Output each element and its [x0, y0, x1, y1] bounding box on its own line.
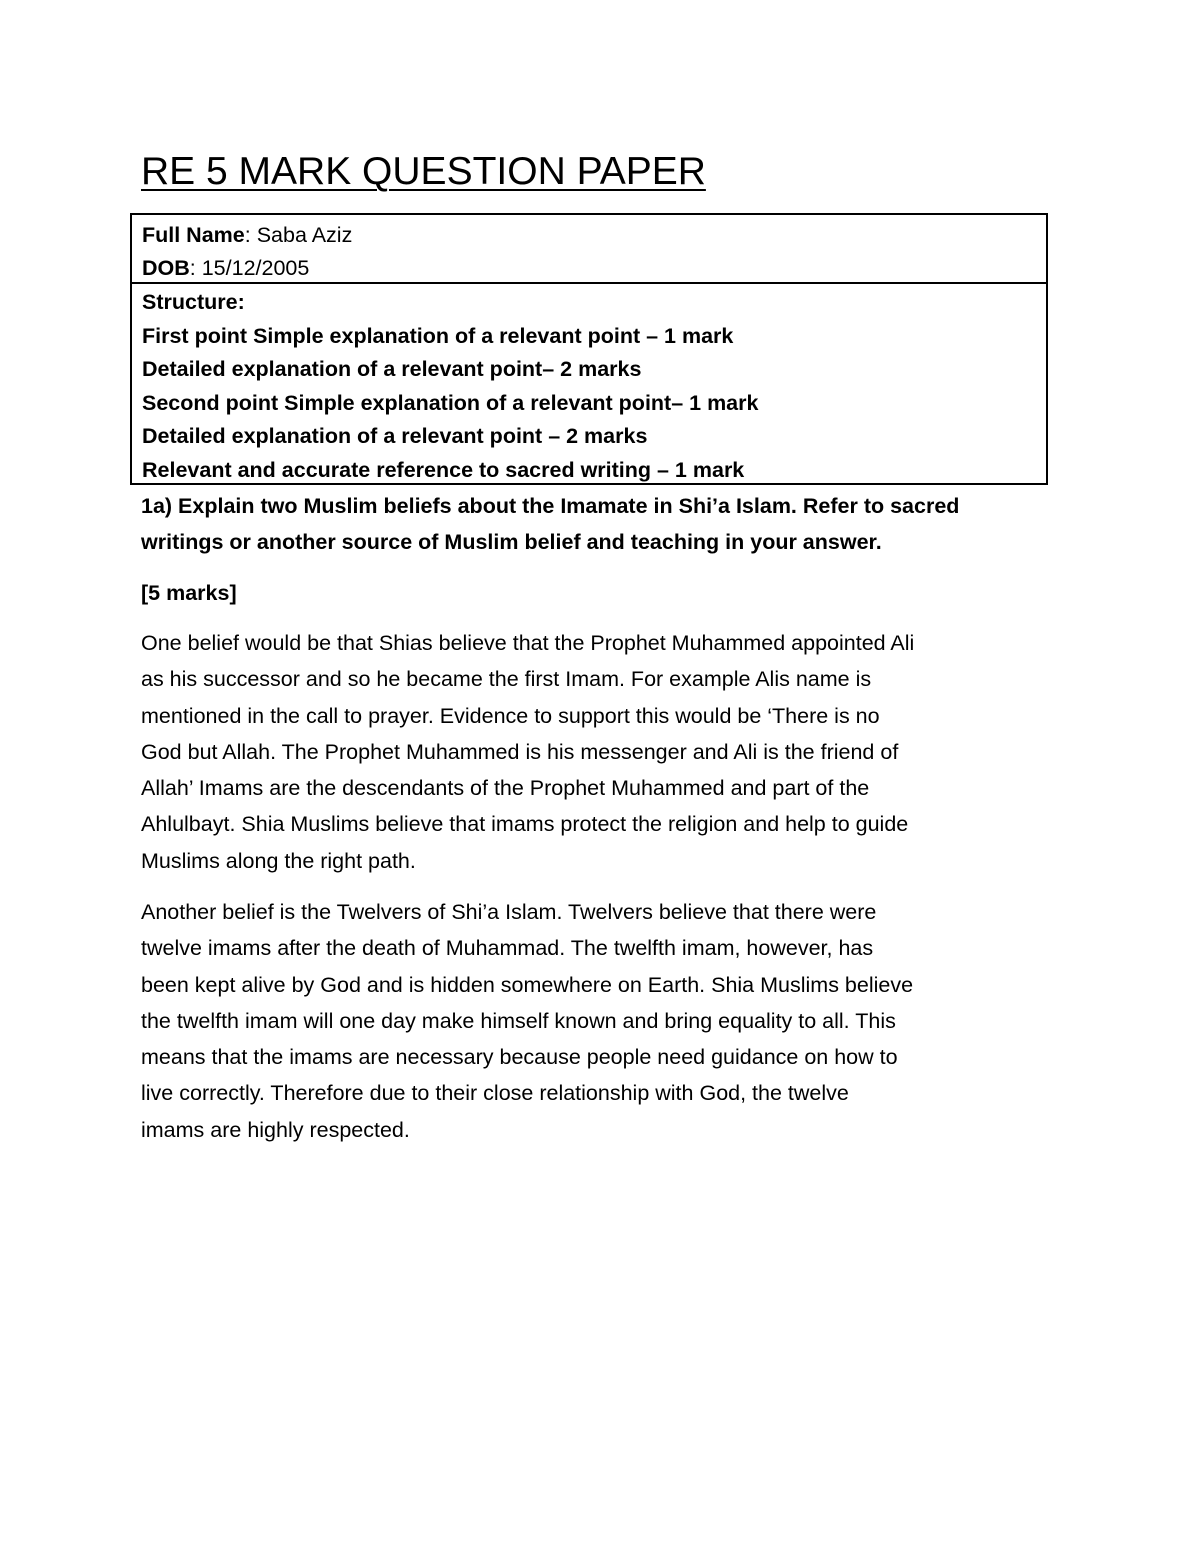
answer-line: imams are highly respected. — [141, 1117, 410, 1142]
answer-line: live correctly. Therefore due to their close relationship with God, the twelve — [141, 1081, 849, 1106]
info-box — [130, 213, 1048, 485]
structure-line: First point Simple explanation of a relevant point – 1 mark — [142, 323, 734, 348]
answer-paragraph-1 — [141, 625, 1081, 879]
answer-line: mentioned in the call to prayer. Evidence to support this would be ‘There is no — [141, 703, 880, 728]
structure-heading: Structure: — [142, 290, 245, 314]
answer-line: been kept alive by God and is hidden somewhere on Earth. Shia Muslims believe — [141, 972, 914, 997]
answer-line: Ahlulbayt. Shia Muslims believe that imams protect the religion and help to guide — [141, 812, 909, 837]
structure-line: Detailed explanation of a relevant point – 2 marks — [142, 424, 648, 448]
answer-line: One belief would be that Shias believe that the Prophet Muhammed appointed Ali — [141, 631, 915, 655]
question-line: writings or another source of Muslim belief and teaching in your answer. — [141, 530, 882, 554]
answer-line: Another belief is the Twelvers of Shi’a Islam. Twelvers believe that there were — [141, 900, 877, 924]
answer-line: Muslims along the right path. — [141, 848, 416, 873]
question-marks: [5 marks] — [141, 581, 237, 605]
full-name-value: : Saba Aziz — [244, 223, 353, 247]
structure-line: Relevant and accurate reference to sacred writing – 1 mark — [142, 457, 745, 482]
full-name-row — [142, 220, 352, 250]
dob-value: : 15/12/2005 — [189, 256, 310, 280]
full-name-label: Full Name — [142, 223, 245, 247]
structure-line: Second point Simple explanation of a relevant point– 1 mark — [142, 390, 759, 415]
answer-paragraph-2 — [141, 894, 1081, 1148]
question-text — [141, 488, 1071, 560]
question-line: 1a) Explain two Muslim beliefs about the Imamate in Shi’a Islam. Refer to sacred — [141, 494, 960, 518]
answer-line: means that the imams are necessary because people need guidance on how to — [141, 1045, 898, 1070]
answer-line: as his successor and so he became the first Imam. For example Alis name is — [141, 667, 872, 692]
box-divider — [132, 282, 1046, 284]
dob-label: DOB — [142, 256, 190, 280]
answer-line: twelve imams after the death of Muhammad. The twelfth imam, however, has — [141, 936, 874, 961]
dob-row — [142, 253, 309, 283]
page-title: RE 5 MARK QUESTION PAPER — [141, 150, 706, 193]
answer-line: the twelfth imam will one day make himself known and bring equality to all. This — [141, 1008, 896, 1033]
answer-line: Allah’ Imams are the descendants of the Prophet Muhammed and part of the — [141, 776, 870, 801]
structure-line: Detailed explanation of a relevant point– 2 marks — [142, 357, 642, 381]
answer-line: God but Allah. The Prophet Muhammed is his messenger and Ali is the friend of — [141, 739, 899, 764]
